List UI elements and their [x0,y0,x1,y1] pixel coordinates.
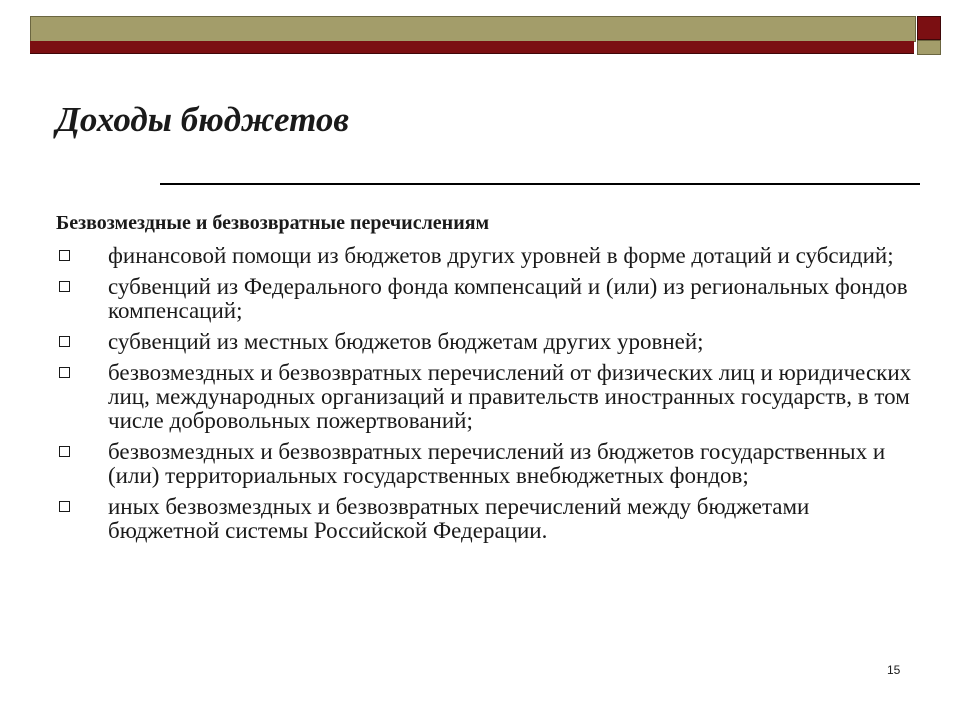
list-item-text: безвозмездных и безвозвратных перечислений из бюджетов государственных и (или) территориальных государственных внебюджетных фондов; [108,439,886,488]
list-item [56,244,926,268]
list-item [56,440,926,488]
hollow-square-icon [59,281,70,292]
hollow-square-icon [59,336,70,347]
title-divider [160,183,920,185]
list-item-text: финансовой помощи из бюджетов других уровней в форме дотаций и субсидий; [108,243,894,268]
list-item [56,275,926,323]
list-item [56,330,926,354]
list-item [56,361,926,433]
list-item [56,495,926,543]
list-item-text: субвенций из Федерального фонда компенсаций и (или) из региональных фондов компенсаций; [108,274,908,323]
header-olive-bar [30,16,916,42]
hollow-square-icon [59,367,70,378]
header-maroon-bar [30,41,914,54]
list-item-text: субвенций из местных бюджетов бюджетам других уровней; [108,329,704,354]
header-maroon-square [917,16,941,40]
page-number: 15 [887,663,901,677]
list-item-text: иных безвозмездных и безвозвратных перечислений между бюджетами бюджетной системы Российской Федерации. [108,494,810,543]
bullet-list [56,244,926,550]
section-heading: Безвозмездные и безвозвратные перечислениям [56,212,490,234]
header-olive-square [917,40,941,55]
slide-title: Доходы бюджетов [56,100,349,139]
hollow-square-icon [59,501,70,512]
hollow-square-icon [59,446,70,457]
hollow-square-icon [59,250,70,261]
list-item-text: безвозмездных и безвозвратных перечислений от физических лиц и юридических лиц, международных организаций и правительств иностранных государств, в том числе добровольных пожертвований; [108,360,912,433]
